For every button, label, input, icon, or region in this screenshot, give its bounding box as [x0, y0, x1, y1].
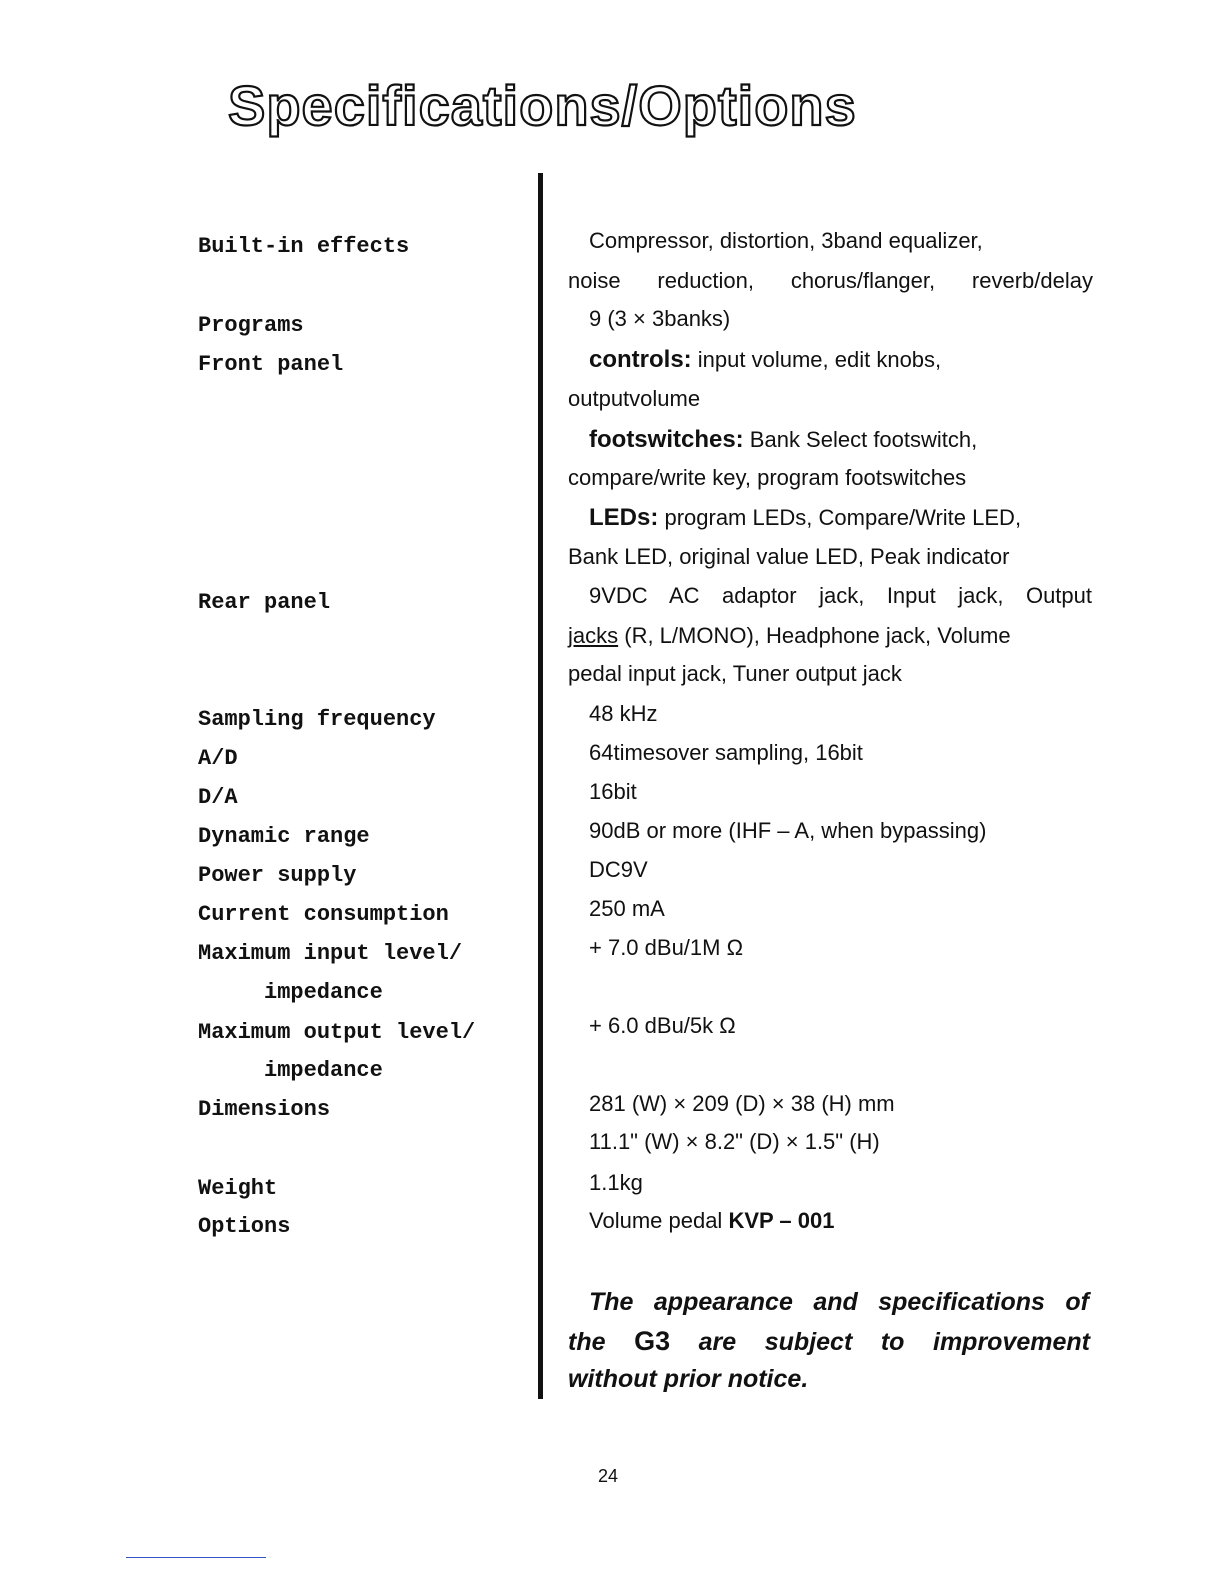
label-dynamic-range: Dynamic range	[198, 824, 370, 849]
notice-model: G3	[634, 1326, 671, 1356]
value-footswitches-line-1	[589, 428, 1114, 452]
label-built-in-effects: Built-in effects	[198, 234, 410, 259]
value-dynamic-range: 90dB or more (IHF – A, when bypassing)	[589, 818, 987, 843]
label-options: Options	[198, 1214, 291, 1239]
controls-text: input volume, edit knobs,	[691, 347, 942, 372]
label-max-output-level: Maximum output level/	[198, 1020, 476, 1045]
value-leds-line-1	[589, 506, 1114, 530]
value-controls-line-2: outputvolume	[568, 386, 701, 411]
footer-line	[126, 1557, 266, 1558]
label-max-input-level: Maximum input level/	[198, 941, 463, 966]
label-current-consumption: Current consumption	[198, 902, 449, 927]
label-ad: A/D	[198, 746, 238, 771]
leds-keyword: LEDs:	[589, 504, 659, 531]
value-da: 16bit	[589, 779, 637, 804]
value-dimensions-inch: 11.1" (W) × 8.2" (D) × 1.5" (H)	[589, 1129, 880, 1154]
value-programs: 9 (3 × 3banks)	[589, 306, 731, 331]
rear-jacks-text: (R, L/MONO), Headphone jack, Volume	[618, 623, 1011, 648]
label-programs: Programs	[198, 313, 304, 338]
footswitches-keyword: footswitches:	[589, 426, 744, 453]
label-max-input-impedance: impedance	[264, 980, 383, 1005]
value-power-supply: DC9V	[589, 857, 648, 882]
value-effects-line-2: noise reduction, chorus/flanger, reverb/delay	[568, 268, 1093, 293]
value-leds-line-2: Bank LED, original value LED, Peak indicator	[568, 544, 1010, 569]
options-text: Volume pedal	[589, 1208, 729, 1233]
value-effects-line-1: Compressor, distortion, 3band equalizer,	[589, 228, 983, 253]
value-rear-line-1: 9VDC AC adaptor jack, Input jack, Output	[589, 583, 1092, 608]
label-weight: Weight	[198, 1176, 278, 1201]
value-max-output: + 6.0 dBu/5k Ω	[589, 1013, 736, 1038]
controls-keyword: controls:	[589, 346, 692, 373]
label-da: D/A	[198, 785, 238, 810]
label-rear-panel: Rear panel	[198, 590, 331, 615]
options-model: KVP – 001	[728, 1208, 835, 1233]
value-options	[589, 1210, 1114, 1232]
notice-line-2	[568, 1328, 1090, 1355]
page-title: Specifications/Options	[228, 74, 857, 137]
notice-line-3: without prior notice.	[568, 1365, 809, 1393]
value-weight: 1.1kg	[589, 1170, 643, 1195]
label-front-panel: Front panel	[198, 352, 344, 377]
notice-the: the	[568, 1328, 635, 1356]
label-power-supply: Power supply	[198, 863, 357, 888]
value-dimensions-mm: 281 (W) × 209 (D) × 38 (H) mm	[589, 1091, 895, 1116]
value-rear-line-2	[568, 625, 1093, 647]
notice-subject: are subject to improvement	[670, 1328, 1090, 1356]
leds-text: program LEDs, Compare/Write LED,	[658, 505, 1022, 530]
rear-jacks-word: jacks	[568, 623, 619, 648]
value-ad: 64timesover sampling, 16bit	[589, 740, 863, 765]
label-max-output-impedance: impedance	[264, 1058, 383, 1083]
column-divider	[538, 173, 543, 1399]
label-dimensions: Dimensions	[198, 1097, 331, 1122]
footswitches-text: Bank Select footswitch,	[743, 427, 978, 452]
value-controls-line-1	[589, 348, 1114, 372]
value-current-consumption: 250 mA	[589, 896, 665, 921]
value-max-input: + 7.0 dBu/1M Ω	[589, 935, 744, 960]
value-sampling-frequency: 48 kHz	[589, 701, 658, 726]
page-number: 24	[598, 1466, 619, 1486]
value-rear-line-3: pedal input jack, Tuner output jack	[568, 661, 902, 686]
notice-line-1: The appearance and specifications of	[589, 1288, 1089, 1316]
value-footswitches-line-2: compare/write key, program footswitches	[568, 465, 967, 490]
label-sampling-frequency: Sampling frequency	[198, 707, 436, 732]
